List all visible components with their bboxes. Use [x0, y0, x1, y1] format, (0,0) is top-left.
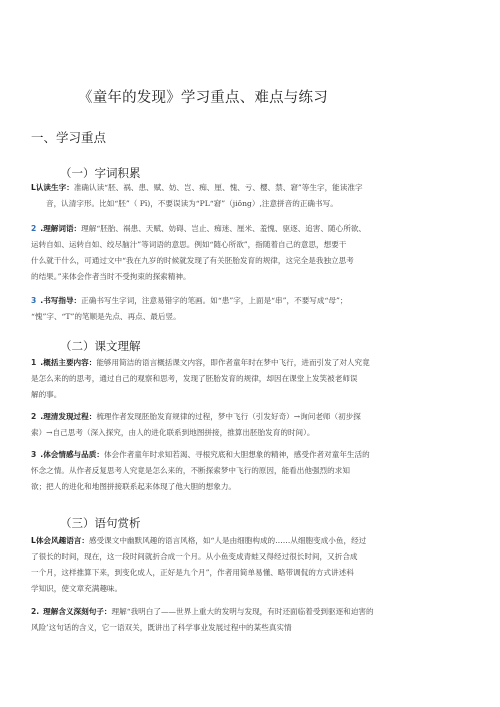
item-text: 能够用简洁的语言概括课文内容，即作者童年时在梦中飞行，进而引发了对人究竟: [96, 358, 370, 367]
item-text: 解的事。: [31, 390, 62, 399]
item-lead: .: [40, 224, 44, 233]
item-lead: .: [40, 412, 44, 421]
item-text: 正确书写生字词，注意易错字的笔画。如“患”字，上面是“串”，不要写成“母”；: [81, 296, 348, 305]
item-lead: 书写指导：: [43, 296, 82, 305]
item-lead: 认读生字：: [35, 183, 74, 192]
list-item-discovery-process: [31, 409, 471, 441]
item-text: “愧”字、“T”的笔顺是先点、再点、最后竖。: [31, 312, 181, 321]
item-number: 3: [31, 450, 37, 459]
item-lead: 体会风趣语言：: [35, 536, 89, 545]
item-lead: 体会情感与品质：: [43, 450, 104, 459]
item-text: 体会作者童年时求知若渴、寻根究底和大胆想象的精神，感受作者对童年生活的: [103, 450, 370, 459]
subheading-text-understanding: （二）课文理解: [60, 339, 141, 353]
item-lead: .: [40, 358, 44, 367]
item-number: 1: [31, 358, 37, 367]
item-text: 梳理作者发现胚胎发育规律的过程，梦中飞行（引发好奇）→询问老师（初步探: [96, 412, 361, 421]
item-lead: L: [31, 183, 36, 192]
item-text: 的结果。”来体会作者当时不受拘束的探索精神。: [31, 272, 191, 281]
item-text: 了很长的时间，现在，这一段时间就折合成一个月。从小鱼变成青蛙又得经过很长时间，又折合成: [31, 552, 358, 561]
item-number: 3: [31, 296, 37, 305]
list-item-writing-guidance: [31, 293, 471, 325]
item-lead: 理清发现过程：: [43, 412, 97, 421]
doc-title: 《童年的发现》学习重点、难点与练习: [78, 90, 328, 106]
subheading-sentence-appreciation: （三）语句赏析: [60, 516, 141, 530]
item-number: 2: [31, 412, 37, 421]
list-item-humorous-language: [31, 533, 471, 597]
item-lead: 概括主要内容：: [43, 358, 97, 367]
item-number: 2: [31, 224, 37, 233]
item-text: 欲；把人的进化和地图拼接联系起来体现了他大胆的想象力。: [31, 482, 237, 491]
item-text: 索）→自己思考（深入探究，由人的进化联系到地图拼接，推算出胚胎发育的时间）。: [31, 428, 315, 437]
item-lead: 理解含义深刻句子：: [43, 607, 112, 616]
list-item-summarize: [31, 355, 471, 403]
item-lead: 理解词语：: [43, 224, 82, 233]
item-text: 理解“胚胎、祸患、天赋、妨碍、岂止、痴迷、厘米、羞愧、驱逐、追害、随心所欲、: [81, 224, 367, 233]
list-item-deep-meaning: [31, 604, 471, 636]
item-text: 运转自如、运转自如、绞尽脑汁”等词语的意思。例如“随心所欲”，指随着自己的意思，想要干: [31, 240, 347, 249]
item-lead: L: [31, 536, 36, 545]
list-item-understand-words: [31, 221, 471, 285]
item-text: 理解“我明白了——世界上重大的发明与发现，有时还面临着受到驱逐和迫害的: [111, 607, 374, 616]
list-item-recognize-characters: [31, 180, 471, 212]
item-lead: .: [40, 450, 44, 459]
item-text: 风险’这句话的含义，它一语双关，既讲出了科学事业发展过程中的某些真实情: [31, 623, 292, 632]
section-heading-study-focus: 一、学习重点: [31, 130, 107, 145]
item-text: 准确认读“胚、祸、患、赋、妨、岂、痴、厘、愧、亏、樱、禁、窘”等生字，能读准字: [73, 183, 363, 192]
item-text: 感受课文中幽默风趣的语言风格，如“人是由细胞构成的……从细胞变成小鱼，经过: [89, 536, 367, 545]
subheading-vocabulary: （一）字词积累: [60, 166, 141, 180]
item-text: 音，认清字形。比如“胚”（ Pī)，不要误读为“PL“窘”（jiǒng）,注意拼音的正确书写。: [46, 199, 338, 208]
item-text: 怀念之情。从作者反复思考人究竟是怎么来的，不断探索梦中飞行的原因，能看出他强烈的求知: [31, 466, 350, 475]
item-lead: .: [40, 296, 44, 305]
list-item-emotion-quality: [31, 447, 471, 495]
item-text: 是怎么来的的思考，通过自己的观察和思考，发现了胚胎发育的规律，却因在课堂上发笑被老师误: [31, 374, 358, 383]
item-text: 一个月，这样推算下来，到变化成人，正好是九个月”，作者用简单易懂、略带调侃的方式讲述科: [31, 568, 354, 577]
item-text: 什么就干什么，可通过文中“我在九岁的时候就发现了有关胚胎发育的规律，这完全是我独立思考: [31, 256, 354, 265]
item-number: 2.: [31, 607, 40, 616]
item-text: 学知识，使文章充满趣味。: [31, 584, 123, 593]
